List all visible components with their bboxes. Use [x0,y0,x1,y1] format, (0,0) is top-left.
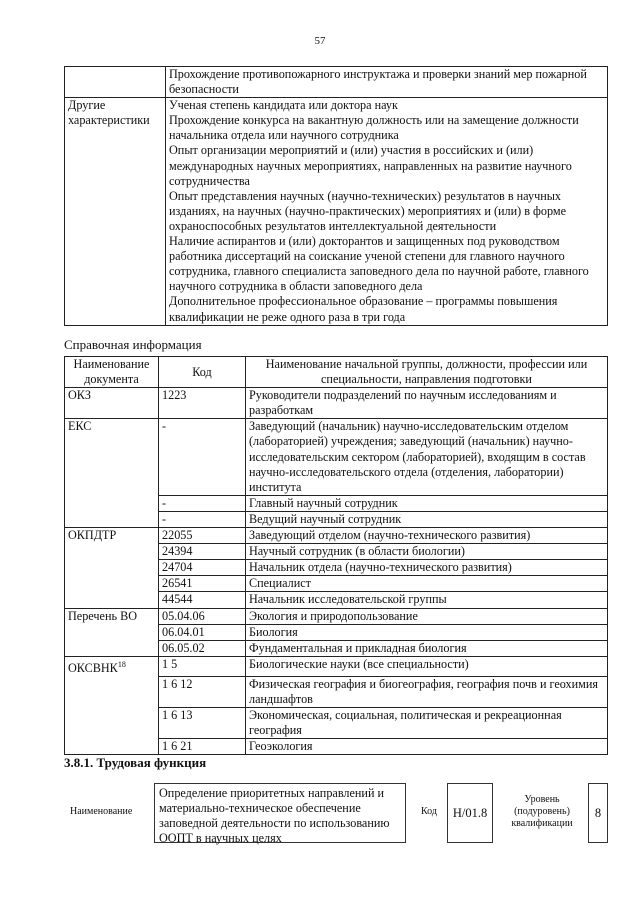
row-content [166,67,608,98]
table-row [65,67,608,98]
table-row [65,708,608,739]
code-cell: 24704 [159,560,246,576]
name-cell: Начальник отдела (научно-технического развития) [246,560,608,576]
table-row [65,608,608,624]
requirement-line: Наличие аспирантов и (или) докторантов и защищенных под руководством работника диссертаций на соискание ученой степени для главного научного сотрудника, главного специалиста заповедного дела по научной работе, главного научного сотрудника в области заповедного дела [169,234,589,294]
qualification-level-box: 8 [588,783,608,843]
code-cell: 1 6 12 [159,676,246,707]
name-cell: Начальник исследовательской группы [246,592,608,608]
code-cell: 1223 [159,388,246,419]
document-name: ЕКС [68,419,92,434]
table-row [65,528,608,544]
code-cell: 1 5 [159,656,246,676]
row-content [166,98,608,325]
page-number: 57 [314,35,326,47]
document-cell [65,511,159,527]
name-cell: Ведущий научный сотрудник [246,511,608,527]
code-cell: - [159,419,246,495]
code-cell: 22055 [159,528,246,544]
table-row [65,592,608,608]
qualification-level-label: Уровень (подуровень) квалификации [511,794,573,829]
row-label [65,67,166,98]
name-cell: Биологические науки (все специальности) [246,656,608,676]
document-cell [65,495,159,511]
qualification-requirements-table [64,66,608,326]
header-code: Код [159,357,246,388]
table-header-row [65,357,608,388]
code-cell: 06.04.01 [159,624,246,640]
document-cell [65,528,159,544]
name-cell: Геоэкология [246,739,608,755]
code-cell: 44544 [159,592,246,608]
table-row [65,388,608,419]
function-name-label: Наименование [70,806,133,817]
document-cell [65,419,159,495]
document-cell [65,708,159,739]
table-row [65,656,608,676]
function-code-label: Код [421,806,437,817]
table-row [65,739,608,755]
document-cell [65,388,159,419]
code-cell: - [159,511,246,527]
code-cell: - [159,495,246,511]
code-cell: 24394 [159,544,246,560]
document-cell [65,640,159,656]
document-name: ОКПДТР [68,528,117,543]
name-cell: Заведующий (начальник) научно-исследовательским отделом (лабораторией) учреждения; заведующий (начальник) научно-исследовательским сектором (лабораторией), входящим в состав научно-исследовательского отдела (отделения, лаборатории) института [246,419,608,495]
code-cell: 1 6 21 [159,739,246,755]
document-name: ОКЗ [68,388,92,403]
table-row [65,419,608,495]
code-cell: 05.04.06 [159,608,246,624]
table-row [65,98,608,325]
document-cell [65,592,159,608]
document-cell [65,676,159,707]
document-name: ОКСВНК [68,660,118,675]
requirement-line: Прохождение конкурса на вакантную должность или на замещение должности начальника отдела или научного сотрудника [169,113,579,143]
table-row [65,576,608,592]
document-cell [65,576,159,592]
table-row [65,544,608,560]
table-row [65,640,608,656]
function-name-box: Определение приоритетных направлений и материально-техническое обеспечение заповедной деятельности по использованию ООПТ в научных целях [154,783,406,843]
requirement-line: Дополнительное профессиональное образование – программы повышения квалификации не реже одного раза в три года [169,294,558,324]
requirement-line: Ученая степень кандидата или доктора наук [169,98,398,113]
document-name: Перечень ВО [68,608,138,623]
section-title: 3.8.1. Трудовая функция [64,755,207,770]
header-document: Наименование документа [65,357,159,388]
name-cell: Главный научный сотрудник [246,495,608,511]
code-cell: 1 6 13 [159,708,246,739]
table-row [65,560,608,576]
document-cell [65,608,159,624]
name-cell: Специалист [246,576,608,592]
name-cell: Экология и природопользование [246,608,608,624]
document-cell [65,656,159,676]
document-cell [65,624,159,640]
document-cell [65,739,159,755]
requirement-line: Прохождение противопожарного инструктажа и проверки знаний мер пожарной безопасности [169,67,587,97]
code-cell: 26541 [159,576,246,592]
reference-info-table [64,356,608,755]
document-cell [65,544,159,560]
name-cell: Физическая география и биогеография, география почв и геохимия ландшафтов [246,676,608,707]
header-name: Наименование начальной группы, должности, профессии или специальности, направления подготовки [246,357,608,388]
name-cell: Экономическая, социальная, политическая и рекреационная география [246,708,608,739]
requirement-line: Опыт представления научных (научно-технических) результатов в научных изданиях, на научных (научно-практических) мероприятиях и (или) в форме охраноспособных результатов интеллектуальной деятельности [169,188,567,233]
table-row [65,624,608,640]
name-cell: Биология [246,624,608,640]
function-code-box: H/01.8 [447,783,493,843]
requirement-line: Опыт организации мероприятий и (или) участия в российских и (или) международных научных мероприятиях, направленных на развитие научного сотрудничества [169,143,572,188]
document-cell [65,560,159,576]
row-label: Другие характеристики [65,98,166,325]
table-row [65,676,608,707]
table-row [65,495,608,511]
table-row [65,511,608,527]
name-cell: Руководители подразделений по научным исследованиям и разработкам [246,388,608,419]
reference-info-label: Справочная информация [64,337,202,352]
name-cell: Фундаментальная и прикладная биология [246,640,608,656]
name-cell: Заведующий отделом (научно-технического развития) [246,528,608,544]
name-cell: Научный сотрудник (в области биологии) [246,544,608,560]
footnote-marker: 18 [117,659,126,669]
code-cell: 06.05.02 [159,640,246,656]
